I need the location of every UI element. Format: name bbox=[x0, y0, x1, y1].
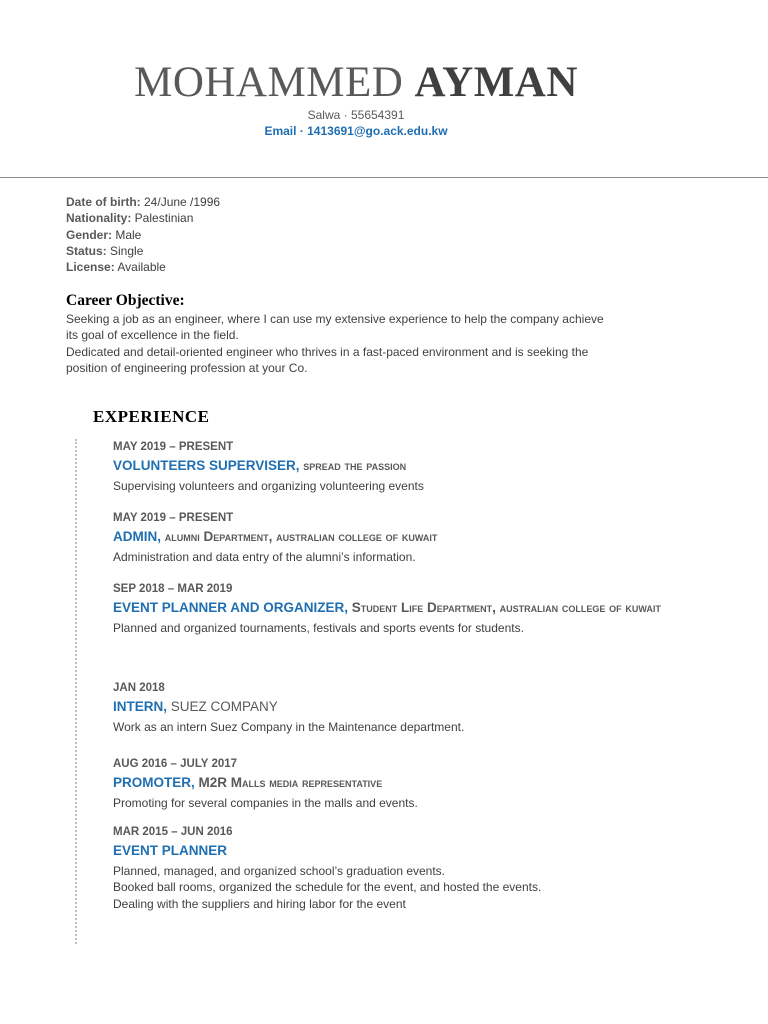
job-dates: SEP 2018 – MAR 2019 bbox=[113, 583, 233, 595]
job-org: SUEZ COMPANY bbox=[167, 699, 278, 714]
info-label: Status: bbox=[66, 243, 107, 258]
job-dates: MAY 2019 – PRESENT bbox=[113, 441, 234, 453]
info-row-dob bbox=[66, 194, 220, 210]
contact-line: Salwa · 55654391 bbox=[307, 108, 405, 122]
job-title bbox=[113, 598, 673, 618]
job-role: ADMIN, bbox=[113, 529, 161, 544]
job-role: VOLUNTEERS SUPERVISER, bbox=[113, 458, 300, 473]
info-value: Available bbox=[114, 260, 166, 275]
job-description-line: Dealing with the suppliers and hiring labor for the event bbox=[113, 896, 406, 911]
job-description-line: Planned and organized tournaments, festivals and sports events for students. bbox=[113, 621, 524, 635]
objective-line: Dedicated and detail-oriented engineer who thrives in a fast-paced environment and is seeking the bbox=[66, 344, 589, 359]
job-title bbox=[113, 527, 673, 547]
job-description-line: Supervising volunteers and organizing volunteering events bbox=[113, 479, 424, 493]
job-dates: AUG 2016 – JULY 2017 bbox=[113, 758, 238, 770]
job-title bbox=[113, 841, 673, 861]
job-org: M2R Malls media representative bbox=[194, 775, 383, 790]
experience-item bbox=[113, 581, 673, 636]
job-role: INTERN, bbox=[113, 699, 167, 714]
email-line[interactable]: Email · 1413691@go.ack.edu.kw bbox=[264, 124, 448, 138]
job-dates: MAR 2015 – JUN 2016 bbox=[113, 826, 233, 838]
job-org: Student Life Department, australian college of kuwait bbox=[348, 600, 661, 615]
personal-info bbox=[66, 194, 220, 275]
career-objective-heading: Career Objective: bbox=[66, 292, 185, 309]
info-label: Gender: bbox=[66, 227, 113, 242]
info-row-status bbox=[66, 243, 220, 259]
job-dates: MAY 2019 – PRESENT bbox=[113, 512, 234, 524]
info-value: Male bbox=[112, 227, 142, 242]
info-label: Date of birth: bbox=[66, 195, 141, 209]
experience-item bbox=[113, 680, 673, 735]
job-description bbox=[113, 478, 673, 494]
experience-item bbox=[113, 439, 673, 494]
info-value: Single bbox=[106, 243, 144, 258]
experience-heading: EXPERIENCE bbox=[93, 407, 210, 426]
experience-item bbox=[113, 510, 673, 565]
candidate-name bbox=[0, 58, 712, 107]
job-description bbox=[113, 795, 673, 811]
job-description bbox=[113, 620, 673, 636]
experience-timeline-line bbox=[75, 439, 77, 944]
job-dates: JAN 2018 bbox=[113, 682, 165, 694]
first-name: MOHAMMED bbox=[134, 59, 404, 106]
job-description-line: Work as an intern Suez Company in the Maintenance department. bbox=[113, 720, 465, 734]
job-description-line: Promoting for several companies in the malls and events. bbox=[113, 796, 418, 810]
job-role: EVENT PLANNER AND ORGANIZER, bbox=[113, 600, 349, 615]
job-org: alumni Department, australian college of kuwait bbox=[161, 529, 438, 544]
objective-line: its goal of excellence in the field. bbox=[66, 328, 239, 343]
job-title bbox=[113, 773, 673, 793]
job-description bbox=[113, 719, 673, 735]
info-value: 24/June /1996 bbox=[140, 195, 221, 209]
experience-item bbox=[113, 756, 673, 811]
job-title bbox=[113, 697, 673, 717]
career-objective-text bbox=[66, 311, 656, 376]
job-description bbox=[113, 863, 673, 912]
job-description-line: Administration and data entry of the alumni’s information. bbox=[113, 550, 416, 564]
job-description bbox=[113, 549, 673, 565]
job-org: spread the passion bbox=[299, 458, 407, 473]
job-role: EVENT PLANNER bbox=[113, 843, 228, 858]
experience-item bbox=[113, 824, 673, 912]
header-divider bbox=[0, 177, 768, 178]
job-title bbox=[113, 456, 673, 476]
job-description-line: Planned, managed, and organized school’s graduation events. bbox=[113, 864, 446, 878]
objective-line: Seeking a job as an engineer, where I can use my extensive experience to help the company achieve bbox=[66, 312, 604, 326]
info-value: Palestinian bbox=[131, 211, 194, 226]
info-label: Nationality: bbox=[66, 211, 132, 226]
job-role: PROMOTER, bbox=[113, 775, 195, 790]
info-row-license bbox=[66, 259, 220, 275]
info-row-gender bbox=[66, 227, 220, 243]
job-description-line: Booked ball rooms, organized the schedule for the event, and hosted the events. bbox=[113, 880, 542, 895]
last-name: AYMAN bbox=[414, 59, 578, 106]
info-row-nationality bbox=[66, 210, 220, 226]
objective-line: position of engineering profession at your Co. bbox=[66, 360, 308, 375]
info-label: License: bbox=[66, 260, 115, 275]
